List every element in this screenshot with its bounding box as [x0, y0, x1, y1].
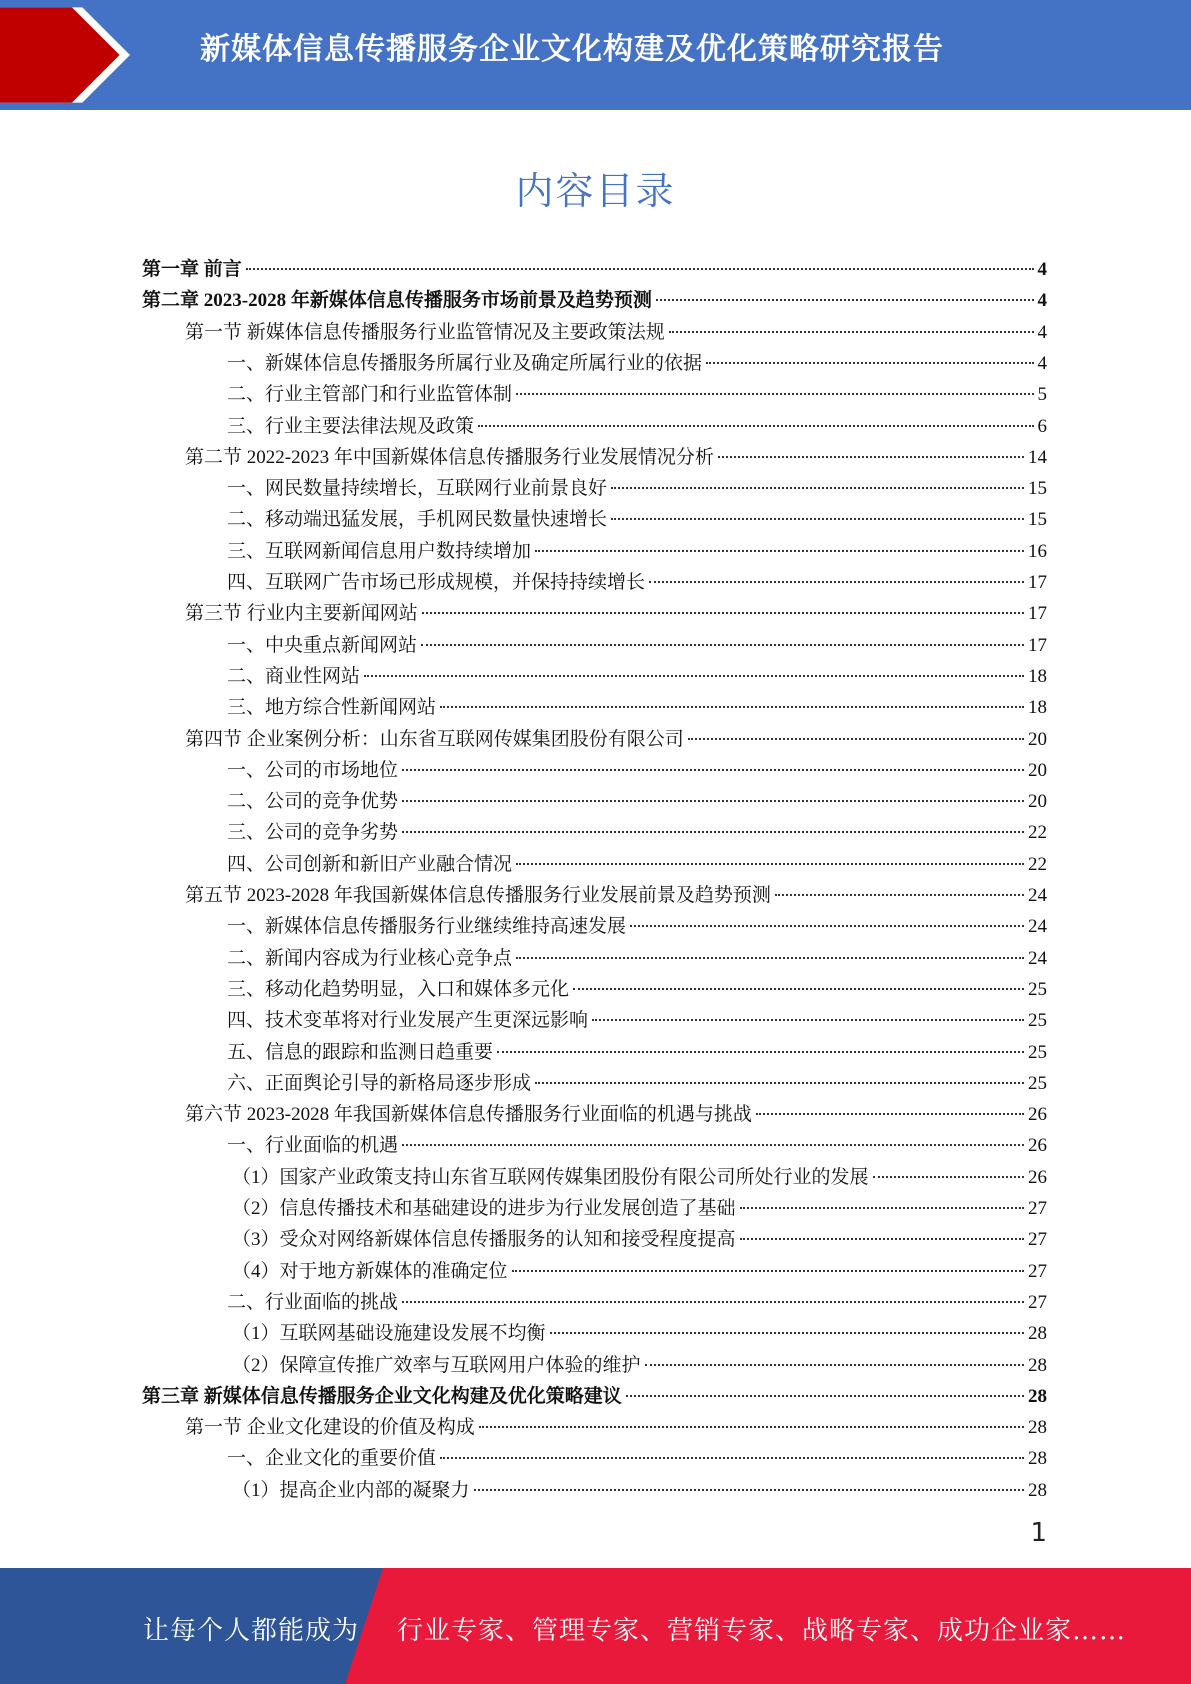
- toc-entry[interactable]: [142, 1381, 1047, 1412]
- toc-entry[interactable]: [142, 254, 1047, 285]
- toc-dot-leader: [649, 581, 1024, 583]
- page-number: 1: [1030, 1518, 1047, 1548]
- toc-entry-page: 18: [1028, 697, 1047, 719]
- toc-entry-page: 20: [1028, 791, 1047, 813]
- toc-entry-page: 22: [1028, 853, 1047, 875]
- toc-entry-page: 26: [1028, 1166, 1047, 1188]
- toc-entry-title: 二、移动端迅猛发展，手机网民数量快速增长: [227, 509, 608, 531]
- toc-entry[interactable]: [185, 1412, 1047, 1443]
- toc-entry[interactable]: [185, 880, 1047, 911]
- toc-entry-page: 25: [1028, 1010, 1047, 1032]
- toc-entry-page: 17: [1028, 572, 1047, 593]
- toc-entry-page: 4: [1037, 290, 1047, 312]
- toc-dot-leader: [611, 518, 1024, 520]
- toc-entry-title: 三、互联网新闻信息用户数持续增加: [227, 540, 532, 562]
- toc-dot-leader: [630, 925, 1024, 927]
- toc-dot-leader: [740, 1238, 1024, 1240]
- toc-dot-leader: [873, 1176, 1024, 1178]
- toc-entry-title: 第一节 企业文化建设的价值及构成: [185, 1417, 475, 1439]
- toc-entry-page: 20: [1028, 759, 1047, 781]
- toc-dot-leader: [718, 456, 1024, 458]
- toc-entry-title: 三、移动化趋势明显，入口和媒体多元化: [227, 978, 570, 1000]
- toc-entry-page: 4: [1037, 352, 1047, 374]
- toc-dot-leader: [535, 550, 1024, 552]
- toc-dot-leader: [364, 675, 1024, 677]
- toc-entry[interactable]: [227, 630, 1047, 661]
- toc-entry[interactable]: [232, 1256, 1047, 1287]
- toc-entry-page: 28: [1028, 1479, 1047, 1501]
- toc-entry[interactable]: [185, 724, 1047, 755]
- toc-entry-title: 四、互联网广告市场已形成规模，并保持持续增长: [227, 572, 646, 593]
- toc-entry-page: 15: [1028, 509, 1047, 531]
- toc-entry[interactable]: [227, 943, 1047, 974]
- toc-entry-page: 22: [1028, 822, 1047, 844]
- toc-entry[interactable]: [227, 348, 1047, 379]
- toc-entry[interactable]: [227, 1037, 1047, 1068]
- toc-entry[interactable]: [227, 504, 1047, 535]
- toc-entry-title: 二、公司的竞争优势: [227, 791, 399, 813]
- toc-entry-page: 16: [1028, 540, 1047, 562]
- toc-entry-page: 27: [1028, 1291, 1047, 1313]
- toc-entry-title: 四、技术变革将对行业发展产生更深远影响: [227, 1010, 589, 1032]
- toc-entry[interactable]: [227, 692, 1047, 723]
- toc-entry[interactable]: [232, 1224, 1047, 1255]
- toc-entry[interactable]: [227, 1005, 1047, 1036]
- toc-entry-title: （4）对于地方新媒体的准确定位: [232, 1260, 508, 1282]
- toc-entry-title: 第五节 2023-2028 年我国新媒体信息传播服务行业发展前景及趋势预测: [185, 885, 771, 906]
- toc-dot-leader: [775, 894, 1024, 896]
- footer-slogan-left: 让每个人都能成为: [143, 1616, 360, 1646]
- toc-dot-leader: [516, 957, 1024, 959]
- toc-dot-leader: [421, 644, 1024, 646]
- toc-entry-page: 17: [1028, 634, 1047, 656]
- toc-entry-page: 25: [1028, 978, 1047, 1000]
- toc-entry-page: 28: [1028, 1417, 1047, 1439]
- toc-entry-page: 4: [1037, 321, 1047, 343]
- header-banner: [0, 0, 1191, 110]
- toc-dot-leader: [645, 1364, 1024, 1366]
- toc-dot-leader: [474, 1489, 1024, 1491]
- toc-entry[interactable]: [227, 1068, 1047, 1099]
- toc-entry-page: 28: [1028, 1448, 1047, 1470]
- toc-entry-title: 一、中央重点新闻网站: [227, 634, 418, 656]
- toc-entry-page: 4: [1037, 259, 1047, 280]
- toc-entry[interactable]: [227, 817, 1047, 848]
- toc-entry[interactable]: [227, 786, 1047, 817]
- toc-dot-leader: [516, 863, 1024, 865]
- toc-dot-leader: [573, 988, 1024, 990]
- toc-entry-title: （3）受众对网络新媒体信息传播服务的认知和接受程度提高: [232, 1229, 736, 1251]
- toc-entry-page: 14: [1028, 446, 1047, 468]
- report-title: 新媒体信息传播服务企业文化构建及优化策略研究报告: [200, 32, 944, 67]
- toc-dot-leader: [592, 1019, 1024, 1021]
- toc-title: 内容目录: [515, 169, 676, 213]
- toc-dot-leader: [497, 1051, 1024, 1053]
- toc-dot-leader: [756, 1113, 1024, 1115]
- toc-dot-leader: [516, 393, 1033, 395]
- toc-dot-leader: [402, 769, 1024, 771]
- toc-entry-title: （1）提高企业内部的凝聚力: [232, 1479, 470, 1501]
- toc-entry-page: 28: [1028, 1354, 1047, 1376]
- toc-entry-title: 三、行业主要法律法规及政策: [227, 415, 475, 437]
- toc-entry[interactable]: [227, 911, 1047, 942]
- toc-entry-title: 一、新媒体信息传播服务所属行业及确定所属行业的依据: [227, 352, 703, 374]
- toc-entry[interactable]: [227, 1287, 1047, 1318]
- toc-entry-page: 26: [1028, 1104, 1047, 1126]
- toc-entry-title: 三、地方综合性新闻网站: [227, 697, 437, 719]
- toc-entry-page: 6: [1037, 415, 1047, 437]
- toc-entry-title: 五、信息的跟踪和监测日趋重要: [227, 1041, 494, 1063]
- toc-entry-title: 第三节 行业内主要新闻网站: [185, 603, 418, 625]
- toc-entry-page: 20: [1028, 728, 1047, 750]
- toc-entry-title: 二、行业面临的挑战: [227, 1291, 399, 1313]
- toc-entry-page: 27: [1028, 1198, 1047, 1219]
- toc-dot-leader: [611, 487, 1024, 489]
- toc-entry-page: 28: [1028, 1385, 1047, 1407]
- toc-entry[interactable]: [185, 442, 1047, 473]
- toc-entry-title: 一、新媒体信息传播服务行业继续维持高速发展: [227, 916, 627, 938]
- toc-entry[interactable]: [227, 567, 1047, 598]
- header-arrow-decoration: [0, 0, 130, 110]
- toc-entry[interactable]: [232, 1162, 1047, 1193]
- toc-entry-title: 第三章 新媒体信息传播服务企业文化构建及优化策略建议: [142, 1385, 622, 1407]
- toc-entry-page: 26: [1028, 1135, 1047, 1157]
- toc-dot-leader: [740, 1207, 1024, 1209]
- toc-entry[interactable]: [227, 379, 1047, 410]
- toc-dot-leader: [479, 1426, 1024, 1428]
- toc-dot-leader: [478, 425, 1033, 427]
- toc-entry[interactable]: [227, 473, 1047, 504]
- toc-entry-title: 第二节 2022-2023 年中国新媒体信息传播服务行业发展情况分析: [185, 446, 714, 468]
- toc-entry-title: 第二章 2023-2028 年新媒体信息传播服务市场前景及趋势预测: [142, 290, 652, 312]
- toc-entry-page: 5: [1037, 384, 1047, 406]
- toc-entry[interactable]: [142, 285, 1047, 316]
- toc-dot-leader: [402, 1144, 1024, 1146]
- toc-entry-title: 一、公司的市场地位: [227, 759, 399, 781]
- toc-entry[interactable]: [227, 849, 1047, 880]
- toc-entry-page: 25: [1028, 1072, 1047, 1094]
- toc-entry-title: 二、行业主管部门和行业监管体制: [227, 384, 513, 406]
- toc-entry[interactable]: [232, 1193, 1047, 1224]
- toc-entry-title: （2）保障宣传推广效率与互联网用户体验的维护: [232, 1354, 641, 1376]
- toc-entry-title: 六、正面舆论引导的新格局逐步形成: [227, 1072, 532, 1094]
- toc-entry-page: 17: [1028, 603, 1047, 625]
- toc-entry[interactable]: [232, 1350, 1047, 1381]
- toc-entry[interactable]: [232, 1318, 1047, 1349]
- toc-entry-title: 第四节 企业案例分析：山东省互联网传媒集团股份有限公司: [185, 728, 684, 750]
- toc-entry-title: 一、网民数量持续增长，互联网行业前景良好: [227, 478, 608, 500]
- toc-dot-leader: [669, 331, 1034, 333]
- toc-entry-title: （1）国家产业政策支持山东省互联网传媒集团股份有限公司所处行业的发展: [232, 1166, 869, 1188]
- toc-entry-title: 第一章 前言: [142, 259, 242, 280]
- toc-dot-leader: [656, 299, 1034, 301]
- toc-entry-page: 18: [1028, 665, 1047, 687]
- toc-entry[interactable]: [227, 1443, 1047, 1474]
- footer-slogan-right: 行业专家、管理专家、营销专家、战略专家、成功企业家……: [397, 1616, 1127, 1646]
- toc-dot-leader: [706, 362, 1033, 364]
- toc-entry[interactable]: [232, 1475, 1047, 1506]
- toc-entry-title: 二、商业性网站: [227, 665, 361, 687]
- toc-entry-title: 一、企业文化的重要价值: [227, 1448, 437, 1470]
- toc-dot-leader: [688, 738, 1024, 740]
- toc-entry-title: 二、新闻内容成为行业核心竞争点: [227, 947, 513, 969]
- toc-entry-page: 27: [1028, 1260, 1047, 1282]
- toc-entry[interactable]: [185, 1099, 1047, 1130]
- toc-entry[interactable]: [227, 661, 1047, 692]
- toc-dot-leader: [440, 706, 1024, 708]
- toc-entry-page: 24: [1028, 885, 1047, 906]
- toc-entry-page: 15: [1028, 478, 1047, 500]
- toc-entry-title: 第六节 2023-2028 年我国新媒体信息传播服务行业面临的机遇与挑战: [185, 1104, 752, 1126]
- toc-dot-leader: [402, 831, 1024, 833]
- toc-entry[interactable]: [227, 755, 1047, 786]
- toc-dot-leader: [440, 1457, 1024, 1459]
- toc-entry-page: 24: [1028, 916, 1047, 938]
- toc-entry-title: 第一节 新媒体信息传播服务行业监管情况及主要政策法规: [185, 321, 665, 343]
- toc-entry[interactable]: [227, 536, 1047, 567]
- toc-entry-page: 27: [1028, 1229, 1047, 1251]
- toc-entry-title: （1）互联网基础设施建设发展不均衡: [232, 1323, 546, 1345]
- toc-entry[interactable]: [185, 317, 1047, 348]
- toc-dot-leader: [512, 1270, 1024, 1272]
- toc-entry-page: 24: [1028, 947, 1047, 969]
- toc-entry-page: 28: [1028, 1323, 1047, 1345]
- toc-entry-title: （2）信息传播技术和基础建设的进步为行业发展创造了基础: [232, 1198, 736, 1219]
- toc-dot-leader: [402, 800, 1024, 802]
- toc-entry-title: 四、公司创新和新旧产业融合情况: [227, 853, 513, 875]
- toc-entry[interactable]: [227, 411, 1047, 442]
- toc-dot-leader: [422, 612, 1024, 614]
- toc-entry[interactable]: [227, 1130, 1047, 1161]
- toc-dot-leader: [402, 1301, 1024, 1303]
- toc-dot-leader: [535, 1082, 1024, 1084]
- toc-entry-title: 一、行业面临的机遇: [227, 1135, 399, 1157]
- toc-entry-page: 25: [1028, 1041, 1047, 1063]
- toc-dot-leader: [550, 1332, 1024, 1334]
- toc-dot-leader: [626, 1395, 1024, 1397]
- toc-dot-leader: [246, 268, 1034, 270]
- toc-entry-title: 三、公司的竞争劣势: [227, 822, 399, 844]
- toc-entry[interactable]: [185, 598, 1047, 629]
- toc-entry[interactable]: [227, 974, 1047, 1005]
